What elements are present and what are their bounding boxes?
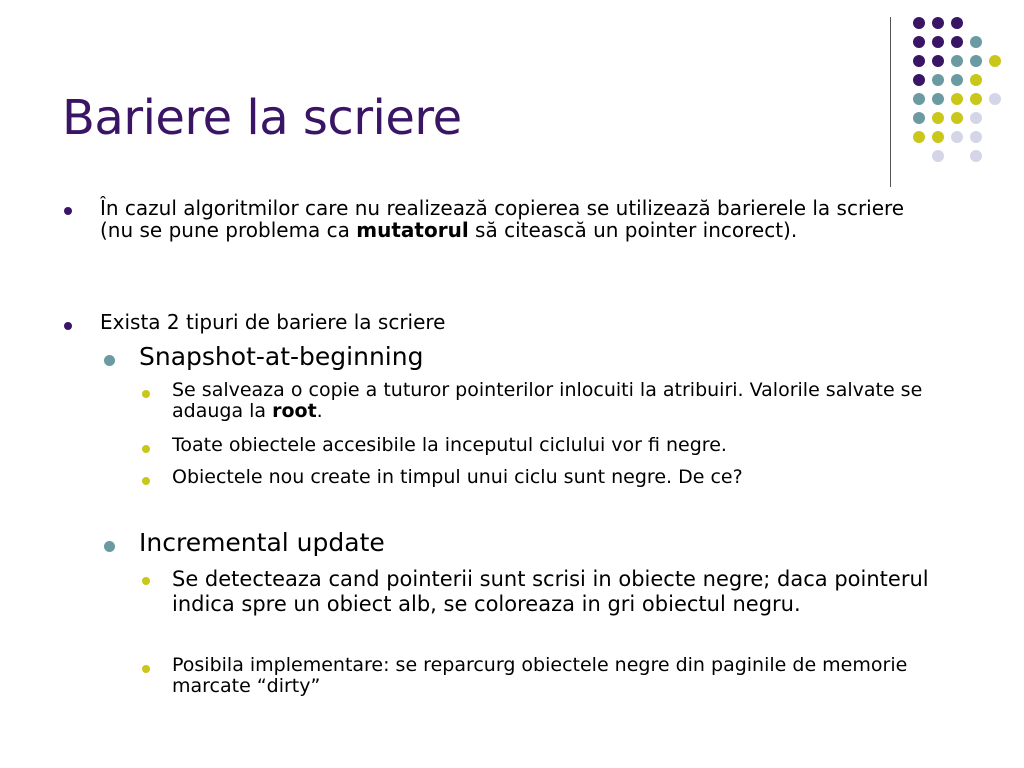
text-segment: În cazul algoritmilor care nu realizează copierea se utilizează barierele la scriere (nu se pune problema ca [100,196,905,243]
grid-dot [951,17,963,29]
bullet-dot [64,207,72,215]
grid-dot [932,112,944,124]
grid-dot [951,93,963,105]
grid-dot [932,74,944,86]
grid-dot [932,17,944,29]
grid-dot [970,74,982,86]
sub-bullet-text: Snapshot-at-beginning [139,342,424,371]
bullet-dot [142,445,150,453]
grid-dot [932,93,944,105]
grid-dot [913,93,925,105]
slide-title: Bariere la scriere [62,90,462,146]
bullet-dot [142,665,150,673]
grid-dot [989,93,1001,105]
sub-sub-bullet-text: Posibila implementare: se reparcurg obiectele negre din paginile de memorie marcate “dirty” [172,654,908,698]
bullet-dot [142,577,150,585]
text-segment: Se salveaza o copie a tuturor pointerilor inlocuiti la atribuiri. Valorile salvate se adauga la [172,379,923,423]
bold-term: mutatorul [356,218,469,243]
grid-dot [970,93,982,105]
grid-dot [970,55,982,67]
grid-dot [913,17,925,29]
text-segment: să citească un pointer incorect). [468,218,798,243]
bullet-dot [104,541,115,552]
text-segment: . [316,400,323,423]
sub-sub-bullet-text: Obiectele nou create in timpul unui ciclu sunt negre. De ce? [172,466,743,488]
bullet-dot [64,322,72,330]
divider-line [890,17,891,187]
grid-dot [951,36,963,48]
bullet-text [100,197,930,242]
grid-dot [970,150,982,162]
sub-sub-bullet-text: Toate obiectele accesibile la inceputul ciclului vor fi negre. [172,434,727,456]
grid-dot [951,131,963,143]
sub-bullet-text: Incremental update [139,528,385,557]
grid-dot [913,112,925,124]
bullet-text: Exista 2 tipuri de bariere la scriere [100,310,446,334]
grid-dot [970,36,982,48]
grid-dot [932,150,944,162]
grid-dot [913,36,925,48]
sub-sub-bullet-text [172,380,942,423]
grid-dot [932,36,944,48]
bullet-dot [142,390,150,398]
grid-dot [913,74,925,86]
grid-dot [970,112,982,124]
grid-dot [932,131,944,143]
grid-dot [989,55,1001,67]
sub-sub-bullet-text: Se detecteaza cand pointerii sunt scrisi in obiecte negre; daca pointerul indica spre un obiect alb, se coloreaza in gri obiectul negru. [172,567,929,616]
grid-dot [951,74,963,86]
grid-dot [932,55,944,67]
grid-dot [913,131,925,143]
grid-dot [951,55,963,67]
bullet-dot [104,355,115,366]
bullet-dot [142,477,150,485]
grid-dot [970,131,982,143]
bold-term: root [272,400,317,423]
grid-dot [951,112,963,124]
grid-dot [913,55,925,67]
